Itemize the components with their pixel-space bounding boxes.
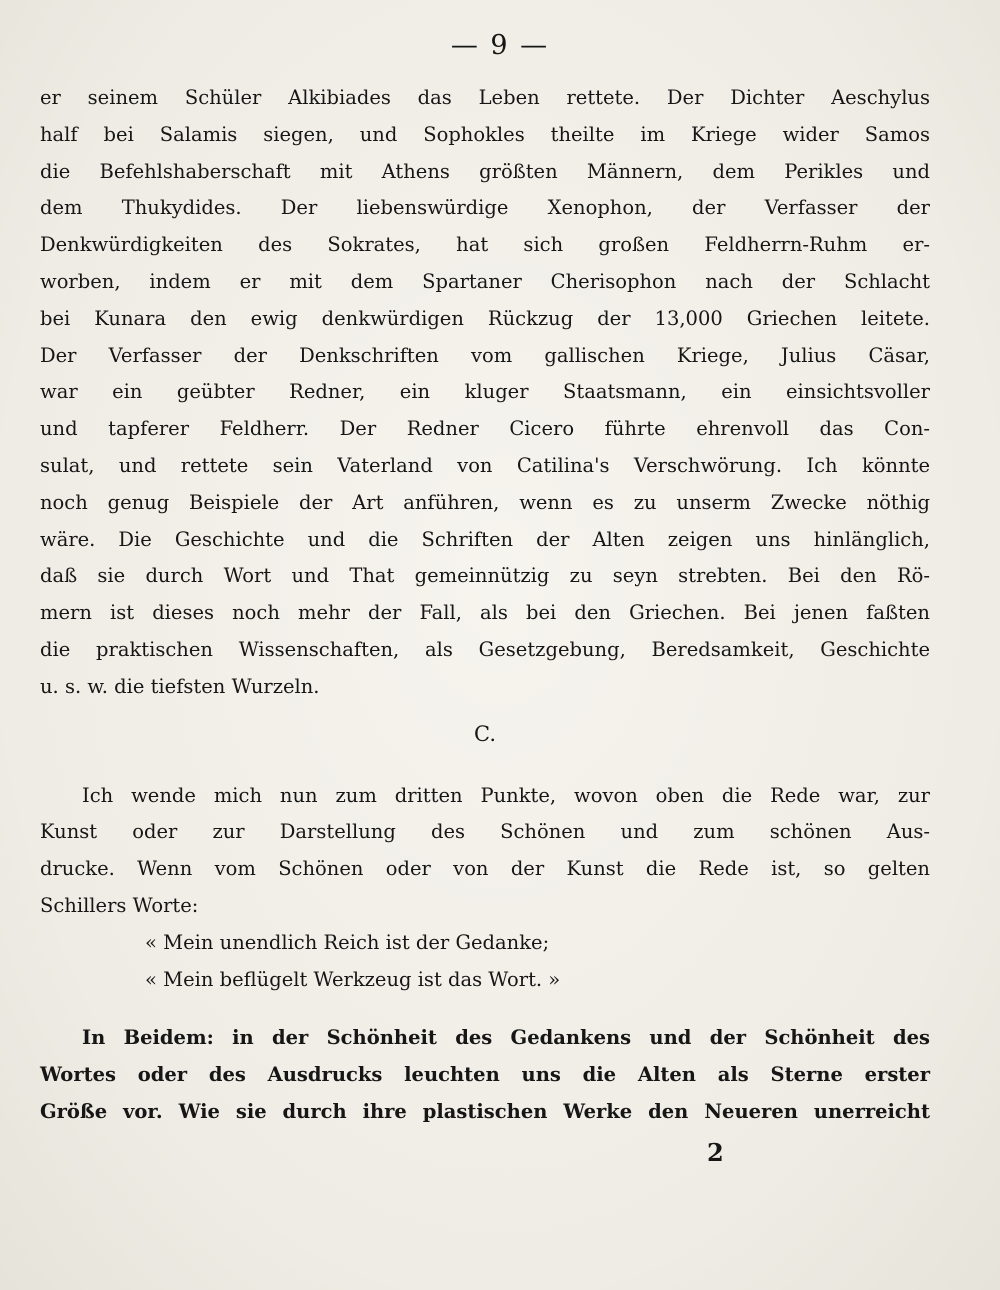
text-line: war ein geübter Redner, ein kluger Staatsmann, ein einsichtsvoller — [40, 380, 930, 404]
text-line: bei Kunara den ewig denkwürdigen Rückzug der 13,000 Griechen leitete. — [40, 306, 930, 330]
text-line: er seinem Schüler Alkibiades das Leben rettete. Der Dichter Aeschylus — [40, 86, 930, 109]
text-line: Der Verfasser der Denkschriften vom gallischen Kriege, Julius Cäsar, — [40, 343, 930, 367]
printer-signature-mark: 2 — [707, 1138, 724, 1167]
text-line: u. s. w. die tiefsten Wurzeln. — [40, 674, 320, 698]
text-line: Kunst oder zur Darstellung des Schönen und zum schönen Aus- — [40, 820, 930, 844]
text-line: sulat, und rettete sein Vaterland von Catilina's Verschwörung. Ich könnte — [40, 453, 930, 477]
text-line: In Beidem: in der Schönheit des Gedankens und der Schönheit des — [82, 1026, 930, 1050]
page-body — [40, 80, 930, 1131]
quote-line: « Mein unendlich Reich ist der Gedanke; — [145, 930, 550, 954]
text-line: half bei Salamis siegen, und Sophokles theilte im Kriege wider Samos — [40, 122, 930, 146]
text-line: Denkwürdigkeiten des Sokrates, hat sich großen Feldherrn-Ruhm er- — [40, 233, 930, 257]
text-line: die Befehlshaberschaft mit Athens größten Männern, dem Perikles und — [40, 159, 930, 183]
text-line: mern ist dieses noch mehr der Fall, als bei den Griechen. Bei jenen faßten — [40, 601, 930, 625]
text-line: Größe vor. Wie sie durch ihre plastischen Werke den Neueren unerreicht — [40, 1099, 930, 1123]
text-line: noch genug Beispiele der Art anführen, wenn es zu unserm Zwecke nöthig — [40, 490, 930, 514]
section-heading: C. — [474, 721, 496, 746]
text-line: drucke. Wenn vom Schönen oder von der Kunst die Rede ist, so gelten — [40, 857, 930, 881]
text-line: und tapferer Feldherr. Der Redner Cicero führte ehrenvoll das Con- — [40, 417, 930, 441]
text-line: Ich wende mich nun zum dritten Punkte, wovon oben die Rede war, zur — [82, 783, 930, 807]
text-line: die praktischen Wissenschaften, als Gesetzgebung, Beredsamkeit, Geschichte — [40, 637, 930, 661]
page-number-header: — 9 — — [450, 30, 550, 61]
paragraph-gap — [40, 998, 930, 1020]
text-line: Schillers Worte: — [40, 893, 199, 917]
text-line: Wortes oder des Ausdrucks leuchten uns die Alten als Sterne erster — [40, 1063, 930, 1087]
text-line: wäre. Die Geschichte und die Schriften der Alten zeigen uns hinlänglich, — [40, 527, 930, 551]
paragraph-gap — [40, 756, 930, 778]
text-line: worben, indem er mit dem Spartaner Cherisophon nach der Schlacht — [40, 269, 930, 293]
quote-line: « Mein beflügelt Werkzeug ist das Wort. » — [145, 967, 561, 991]
text-line: dem Thukydides. Der liebenswürdige Xenophon, der Verfasser der — [40, 196, 930, 220]
text-line: daß sie durch Wort und That gemeinnützig zu seyn strebten. Bei den Rö- — [40, 564, 930, 588]
